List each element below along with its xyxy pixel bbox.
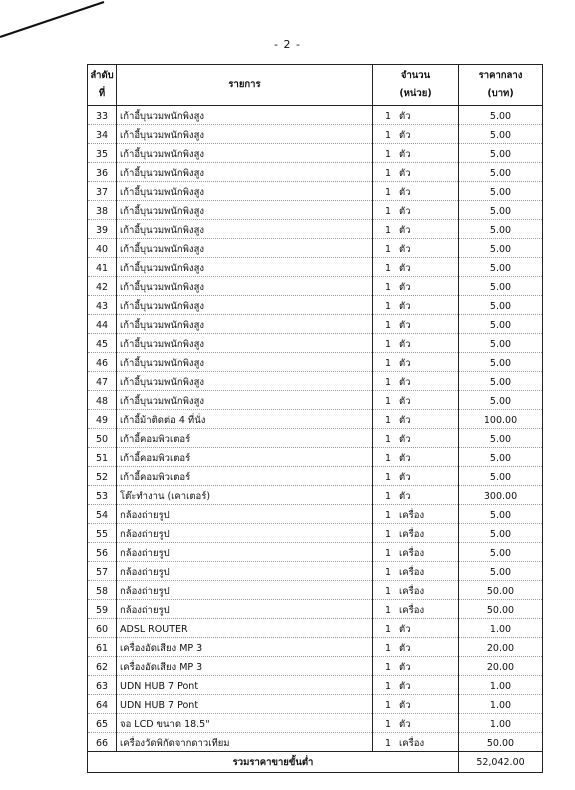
item-price: 1.00 <box>459 619 543 638</box>
item-price: 5.00 <box>459 562 543 581</box>
item-quantity <box>373 657 459 676</box>
quantity-number: 1 <box>385 377 392 388</box>
item-price: 5.00 <box>459 372 543 391</box>
item-quantity <box>373 619 459 638</box>
item-price: 50.00 <box>459 581 543 600</box>
quantity-unit: ตัว <box>399 358 411 369</box>
header-price-line1: ราคากลาง <box>478 70 523 81</box>
header-no-line2: ที่ <box>98 88 106 99</box>
quantity-unit: ตัว <box>399 244 411 255</box>
item-name: เก้าอี้บุนวมพนักพิงสูง <box>117 315 373 334</box>
total-row <box>88 752 543 773</box>
quantity-unit: เครื่อง <box>399 510 425 521</box>
item-price: 5.00 <box>459 505 543 524</box>
item-name: กล้องถ่ายรูป <box>117 524 373 543</box>
quantity-number: 1 <box>385 681 392 692</box>
quantity-unit: ตัว <box>399 643 411 654</box>
item-price: 5.00 <box>459 334 543 353</box>
item-price: 5.00 <box>459 277 543 296</box>
item-quantity <box>373 125 459 144</box>
quantity-unit: ตัว <box>399 301 411 312</box>
item-name: ADSL ROUTER <box>117 619 373 638</box>
quantity-unit: เครื่อง <box>399 567 425 578</box>
table-row <box>88 543 543 562</box>
quantity-number: 1 <box>385 244 392 255</box>
item-quantity <box>373 315 459 334</box>
item-name: เก้าอี้บุนวมพนักพิงสูง <box>117 296 373 315</box>
quantity-unit: ตัว <box>399 624 411 635</box>
quantity-unit: เครื่อง <box>399 548 425 559</box>
item-price: 5.00 <box>459 353 543 372</box>
item-price: 20.00 <box>459 638 543 657</box>
quantity-unit: ตัว <box>399 415 411 426</box>
item-quantity <box>373 353 459 372</box>
item-price: 5.00 <box>459 144 543 163</box>
row-number: 33 <box>88 106 117 125</box>
row-number: 64 <box>88 695 117 714</box>
table-row <box>88 334 543 353</box>
row-number: 55 <box>88 524 117 543</box>
row-number: 54 <box>88 505 117 524</box>
total-label: รวมราคาขายขั้นต่ำ <box>88 752 459 773</box>
item-name: เก้าอี้ม้าติดต่อ 4 ที่นั่ง <box>117 410 373 429</box>
quantity-unit: ตัว <box>399 225 411 236</box>
table-row <box>88 296 543 315</box>
item-name: เก้าอี้บุนวมพนักพิงสูง <box>117 201 373 220</box>
item-name: เก้าอี้บุนวมพนักพิงสูง <box>117 106 373 125</box>
quantity-unit: ตัว <box>399 149 411 160</box>
table-row <box>88 429 543 448</box>
row-number: 58 <box>88 581 117 600</box>
table-row <box>88 505 543 524</box>
quantity-unit: ตัว <box>399 472 411 483</box>
row-number: 43 <box>88 296 117 315</box>
header-no <box>88 65 117 106</box>
row-number: 60 <box>88 619 117 638</box>
item-name: เก้าอี้คอมพิวเตอร์ <box>117 429 373 448</box>
item-name: เครื่องอัดเสียง MP 3 <box>117 657 373 676</box>
table-row <box>88 391 543 410</box>
price-table <box>87 64 543 773</box>
quantity-unit: ตัว <box>399 662 411 673</box>
row-number: 37 <box>88 182 117 201</box>
item-quantity <box>373 201 459 220</box>
quantity-number: 1 <box>385 263 392 274</box>
row-number: 38 <box>88 201 117 220</box>
quantity-unit: เครื่อง <box>399 605 425 616</box>
corner-fold-mark <box>0 0 110 40</box>
item-name: เก้าอี้บุนวมพนักพิงสูง <box>117 334 373 353</box>
table-row <box>88 258 543 277</box>
quantity-number: 1 <box>385 187 392 198</box>
table-row <box>88 657 543 676</box>
item-quantity <box>373 296 459 315</box>
quantity-number: 1 <box>385 662 392 673</box>
quantity-number: 1 <box>385 282 392 293</box>
table-row <box>88 353 543 372</box>
row-number: 44 <box>88 315 117 334</box>
item-quantity <box>373 600 459 619</box>
table-row <box>88 144 543 163</box>
item-name: กล้องถ่ายรูป <box>117 600 373 619</box>
quantity-number: 1 <box>385 719 392 730</box>
item-name: โต๊ะทำงาน (เคาเตอร์) <box>117 486 373 505</box>
row-number: 62 <box>88 657 117 676</box>
item-price: 5.00 <box>459 182 543 201</box>
quantity-unit: ตัว <box>399 263 411 274</box>
row-number: 57 <box>88 562 117 581</box>
table-row <box>88 372 543 391</box>
item-price: 5.00 <box>459 391 543 410</box>
item-price: 50.00 <box>459 600 543 619</box>
header-price-line2: (บาท) <box>487 88 514 99</box>
item-quantity <box>373 467 459 486</box>
item-name: กล้องถ่ายรูป <box>117 543 373 562</box>
header-qty-line1: จำนวน <box>400 70 431 81</box>
table-row <box>88 106 543 125</box>
item-quantity <box>373 144 459 163</box>
item-quantity <box>373 372 459 391</box>
quantity-number: 1 <box>385 130 392 141</box>
quantity-number: 1 <box>385 491 392 502</box>
quantity-number: 1 <box>385 149 392 160</box>
quantity-unit: ตัว <box>399 282 411 293</box>
quantity-unit: ตัว <box>399 377 411 388</box>
table-row <box>88 562 543 581</box>
header-price <box>459 65 543 106</box>
quantity-unit: ตัว <box>399 491 411 502</box>
quantity-number: 1 <box>385 415 392 426</box>
item-price: 5.00 <box>459 125 543 144</box>
row-number: 36 <box>88 163 117 182</box>
table-row <box>88 125 543 144</box>
row-number: 49 <box>88 410 117 429</box>
item-price: 5.00 <box>459 220 543 239</box>
item-price: 1.00 <box>459 695 543 714</box>
table-row <box>88 638 543 657</box>
total-value: 52,042.00 <box>459 752 543 773</box>
item-quantity <box>373 676 459 695</box>
quantity-number: 1 <box>385 358 392 369</box>
quantity-number: 1 <box>385 586 392 597</box>
quantity-number: 1 <box>385 567 392 578</box>
item-price: 1.00 <box>459 676 543 695</box>
item-price: 1.00 <box>459 714 543 733</box>
table-header-row <box>88 65 543 106</box>
row-number: 39 <box>88 220 117 239</box>
table-row <box>88 619 543 638</box>
quantity-unit: ตัว <box>399 168 411 179</box>
item-quantity <box>373 486 459 505</box>
page-number: - 2 - <box>274 38 301 51</box>
item-quantity <box>373 448 459 467</box>
row-number: 34 <box>88 125 117 144</box>
table-row <box>88 182 543 201</box>
table-row <box>88 676 543 695</box>
item-quantity <box>373 524 459 543</box>
item-name: เก้าอี้บุนวมพนักพิงสูง <box>117 277 373 296</box>
row-number: 63 <box>88 676 117 695</box>
quantity-unit: ตัว <box>399 434 411 445</box>
quantity-number: 1 <box>385 206 392 217</box>
header-no-line1: ลำดับ <box>90 70 114 81</box>
item-price: 5.00 <box>459 543 543 562</box>
item-quantity <box>373 163 459 182</box>
item-quantity <box>373 106 459 125</box>
table-body <box>88 106 543 752</box>
item-name: กล้องถ่ายรูป <box>117 505 373 524</box>
item-price: 5.00 <box>459 201 543 220</box>
table-row <box>88 524 543 543</box>
item-name: UDN HUB 7 Pont <box>117 695 373 714</box>
item-name: เก้าอี้บุนวมพนักพิงสูง <box>117 182 373 201</box>
item-quantity <box>373 695 459 714</box>
table-row <box>88 486 543 505</box>
quantity-number: 1 <box>385 111 392 122</box>
quantity-unit: ตัว <box>399 396 411 407</box>
table-row <box>88 733 543 752</box>
quantity-unit: ตัว <box>399 320 411 331</box>
row-number: 42 <box>88 277 117 296</box>
quantity-number: 1 <box>385 510 392 521</box>
quantity-number: 1 <box>385 548 392 559</box>
item-price: 20.00 <box>459 657 543 676</box>
item-quantity <box>373 258 459 277</box>
table-row <box>88 239 543 258</box>
item-price: 100.00 <box>459 410 543 429</box>
item-quantity <box>373 562 459 581</box>
quantity-unit: ตัว <box>399 719 411 730</box>
item-name: เก้าอี้บุนวมพนักพิงสูง <box>117 239 373 258</box>
quantity-number: 1 <box>385 738 392 749</box>
item-price: 300.00 <box>459 486 543 505</box>
quantity-unit: ตัว <box>399 681 411 692</box>
quantity-number: 1 <box>385 624 392 635</box>
quantity-number: 1 <box>385 168 392 179</box>
item-quantity <box>373 391 459 410</box>
item-quantity <box>373 429 459 448</box>
item-quantity <box>373 581 459 600</box>
item-name: เก้าอี้คอมพิวเตอร์ <box>117 467 373 486</box>
quantity-number: 1 <box>385 529 392 540</box>
item-price: 5.00 <box>459 163 543 182</box>
row-number: 35 <box>88 144 117 163</box>
item-name: UDN HUB 7 Pont <box>117 676 373 695</box>
item-price: 5.00 <box>459 429 543 448</box>
quantity-number: 1 <box>385 320 392 331</box>
quantity-number: 1 <box>385 472 392 483</box>
item-quantity <box>373 277 459 296</box>
item-name: เก้าอี้บุนวมพนักพิงสูง <box>117 258 373 277</box>
header-name: รายการ <box>117 65 373 106</box>
item-price: 5.00 <box>459 467 543 486</box>
row-number: 47 <box>88 372 117 391</box>
item-quantity <box>373 714 459 733</box>
row-number: 46 <box>88 353 117 372</box>
table-row <box>88 714 543 733</box>
quantity-unit: ตัว <box>399 130 411 141</box>
item-quantity <box>373 733 459 752</box>
item-price: 5.00 <box>459 106 543 125</box>
quantity-unit: ตัว <box>399 700 411 711</box>
table-row <box>88 695 543 714</box>
row-number: 53 <box>88 486 117 505</box>
item-quantity <box>373 410 459 429</box>
row-number: 40 <box>88 239 117 258</box>
quantity-unit: เครื่อง <box>399 586 425 597</box>
quantity-unit: เครื่อง <box>399 738 425 749</box>
item-quantity <box>373 543 459 562</box>
header-qty-line2: (หน่วย) <box>399 88 432 99</box>
item-name: เก้าอี้บุนวมพนักพิงสูง <box>117 220 373 239</box>
row-number: 48 <box>88 391 117 410</box>
table-row <box>88 163 543 182</box>
item-price: 50.00 <box>459 733 543 752</box>
row-number: 56 <box>88 543 117 562</box>
quantity-unit: เครื่อง <box>399 529 425 540</box>
row-number: 59 <box>88 600 117 619</box>
item-name: เก้าอี้บุนวมพนักพิงสูง <box>117 372 373 391</box>
item-name: กล้องถ่ายรูป <box>117 581 373 600</box>
item-quantity <box>373 182 459 201</box>
quantity-number: 1 <box>385 453 392 464</box>
row-number: 45 <box>88 334 117 353</box>
quantity-number: 1 <box>385 434 392 445</box>
item-quantity <box>373 505 459 524</box>
item-name: เครื่องวัดพิกัดจากดาวเทียม <box>117 733 373 752</box>
item-name: เครื่องอัดเสียง MP 3 <box>117 638 373 657</box>
item-name: เก้าอี้บุนวมพนักพิงสูง <box>117 163 373 182</box>
quantity-number: 1 <box>385 643 392 654</box>
header-qty <box>373 65 459 106</box>
quantity-number: 1 <box>385 700 392 711</box>
row-number: 41 <box>88 258 117 277</box>
item-price: 5.00 <box>459 315 543 334</box>
item-price: 5.00 <box>459 448 543 467</box>
item-quantity <box>373 638 459 657</box>
item-quantity <box>373 334 459 353</box>
table-row <box>88 410 543 429</box>
item-price: 5.00 <box>459 296 543 315</box>
quantity-unit: ตัว <box>399 206 411 217</box>
table-row <box>88 600 543 619</box>
table-row <box>88 220 543 239</box>
item-name: กล้องถ่ายรูป <box>117 562 373 581</box>
quantity-unit: ตัว <box>399 453 411 464</box>
quantity-unit: ตัว <box>399 111 411 122</box>
row-number: 65 <box>88 714 117 733</box>
table-row <box>88 277 543 296</box>
item-name: จอ LCD ขนาด 18.5" <box>117 714 373 733</box>
table-row <box>88 448 543 467</box>
item-quantity <box>373 239 459 258</box>
quantity-unit: ตัว <box>399 339 411 350</box>
row-number: 66 <box>88 733 117 752</box>
quantity-unit: ตัว <box>399 187 411 198</box>
quantity-number: 1 <box>385 396 392 407</box>
row-number: 51 <box>88 448 117 467</box>
quantity-number: 1 <box>385 225 392 236</box>
item-price: 5.00 <box>459 524 543 543</box>
row-number: 52 <box>88 467 117 486</box>
item-price: 5.00 <box>459 258 543 277</box>
quantity-number: 1 <box>385 605 392 616</box>
item-name: เก้าอี้บุนวมพนักพิงสูง <box>117 391 373 410</box>
table-row <box>88 581 543 600</box>
item-name: เก้าอี้บุนวมพนักพิงสูง <box>117 125 373 144</box>
item-name: เก้าอี้บุนวมพนักพิงสูง <box>117 144 373 163</box>
quantity-number: 1 <box>385 301 392 312</box>
item-quantity <box>373 220 459 239</box>
item-name: เก้าอี้บุนวมพนักพิงสูง <box>117 353 373 372</box>
table-row <box>88 467 543 486</box>
item-price: 5.00 <box>459 239 543 258</box>
row-number: 50 <box>88 429 117 448</box>
item-name: เก้าอี้คอมพิวเตอร์ <box>117 448 373 467</box>
row-number: 61 <box>88 638 117 657</box>
table-row <box>88 201 543 220</box>
table-row <box>88 315 543 334</box>
quantity-number: 1 <box>385 339 392 350</box>
